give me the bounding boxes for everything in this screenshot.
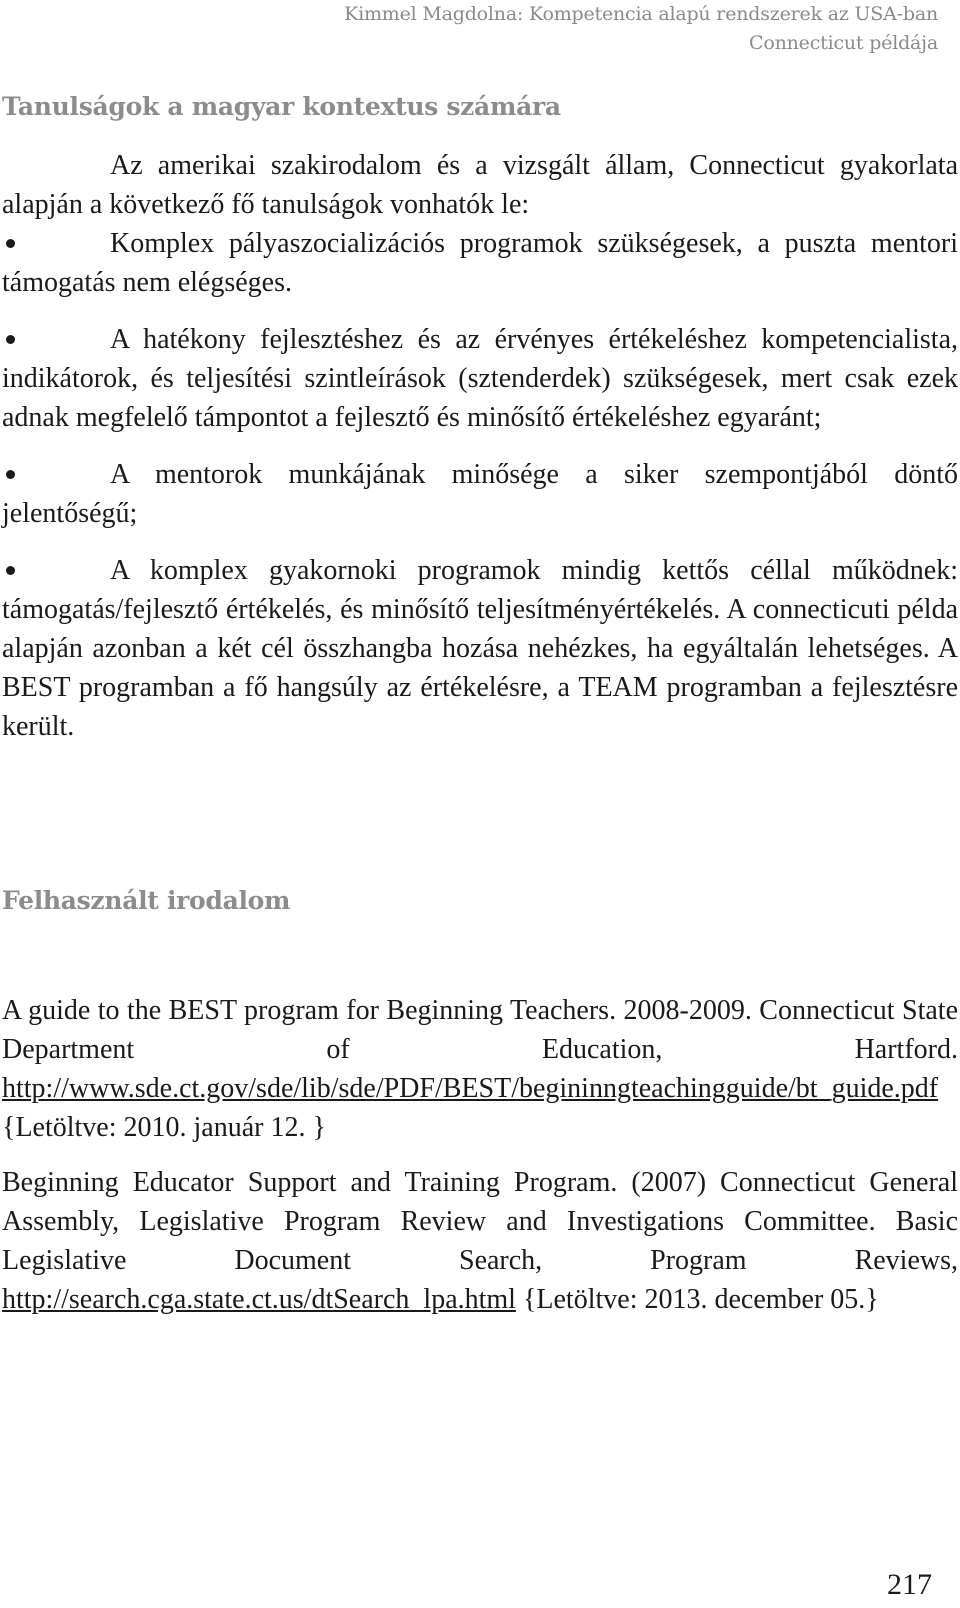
reference-text: A guide to the BEST program for Beginning Teachers. 2008-2009. Connecticut State Department of Education, Hartford. <box>2 995 958 1065</box>
reference-text: Beginning Educator Support and Training Program. (2007) Connecticut General Assembly, Legislative Program Review and Investigations Committee. Basic Legislative Document Search, Program Reviews, <box>2 1167 958 1276</box>
bullet-text: Komplex pályaszocializációs programok szükségesek, a puszta mentori támogatás nem elégséges. <box>2 228 958 298</box>
bullet-text: A hatékony fejlesztéshez és az érvényes értékeléshez kompetencialista, indikátorok, és teljesítési szintleírások (sztenderdek) szükségesek, mert csak ezek adnak megfelelő támpontot a fejlesztő és minősítő értékeléshez egyaránt; <box>2 324 958 433</box>
reference-item <box>2 991 958 1147</box>
header-line-2: Connecticut példája <box>749 32 938 54</box>
bullet-dot-icon <box>6 239 15 248</box>
reference-link[interactable]: http://www.sde.ct.gov/sde/lib/sde/PDF/BEST/begininngteachingguide/bt_guide.pdf <box>2 1073 939 1104</box>
running-header <box>344 0 938 58</box>
bullet-text: A mentorok munkájának minősége a siker szempontjából döntő jelentőségű; <box>2 459 958 529</box>
bullet-item <box>2 224 958 302</box>
reference-link[interactable]: http://search.cga.state.ct.us/dtSearch_lpa.html <box>2 1284 516 1315</box>
reference-item <box>2 1163 958 1319</box>
section-title-lessons: Tanulságok a magyar kontextus számára <box>2 92 561 121</box>
intro-paragraph: Az amerikai szakirodalom és a vizsgált állam, Connecticut gyakorlata alapján a következő fő tanulságok vonhatók le: <box>2 150 958 220</box>
reference-note: {Letöltve: 2013. december 05.} <box>522 1284 879 1315</box>
bullet-dot-icon <box>6 470 15 479</box>
bullet-item <box>2 455 958 533</box>
section-title-references: Felhasznált irodalom <box>2 886 291 915</box>
bullet-dot-icon <box>6 335 15 344</box>
reference-note: {Letöltve: 2010. január 12. } <box>2 1112 326 1143</box>
bullet-item <box>2 320 958 437</box>
bullet-dot-icon <box>6 566 15 575</box>
page-content <box>2 92 958 1319</box>
header-line-1: Kimmel Magdolna: Kompetencia alapú rendszerek az USA-ban <box>344 3 938 25</box>
bullet-text: A komplex gyakornoki programok mindig kettős céllal működnek: támogatás/fejlesztő értékelés, és minősítő teljesítményértékelés. A connecticuti példa alapján azonban a két cél összhangba hozása nehézkes, ha egyáltalán lehetséges. A BEST programban a fő hangsúly az értékelésre, a TEAM programban a fejlesztésre került. <box>2 555 958 742</box>
bullet-item <box>2 551 958 746</box>
page-number: 217 <box>887 1568 932 1601</box>
